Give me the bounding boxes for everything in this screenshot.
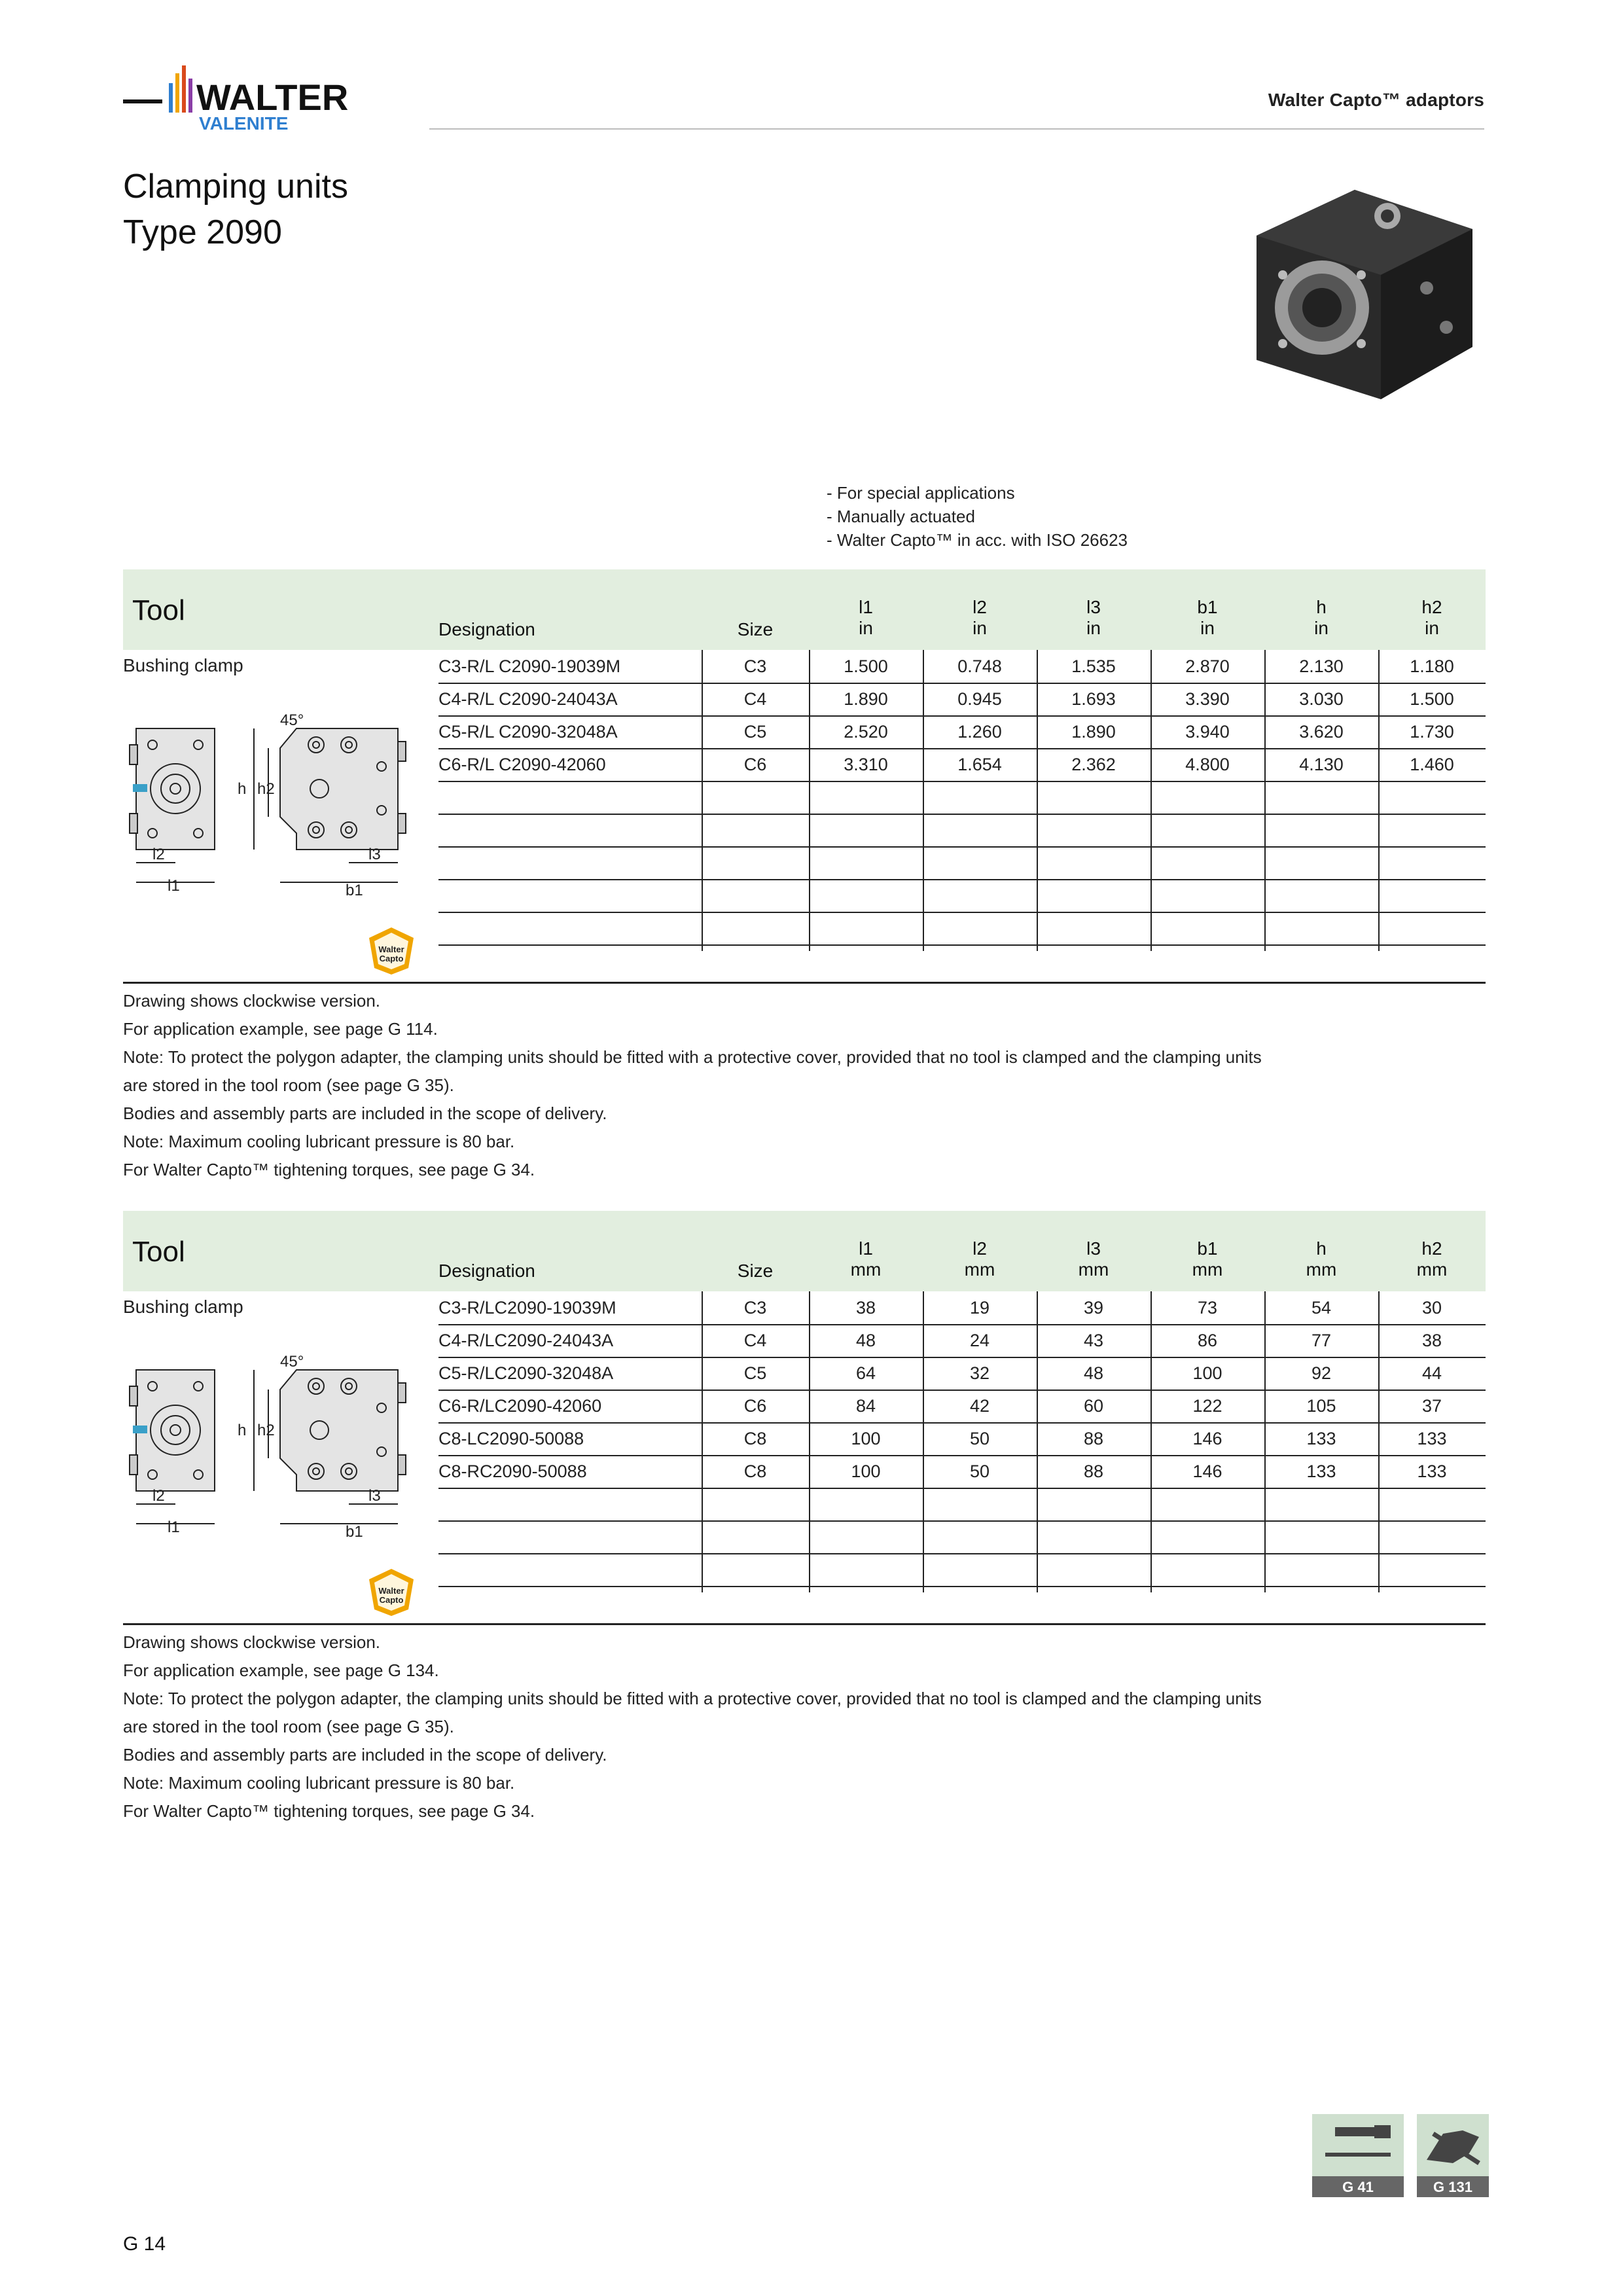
- column-divider: [1150, 1291, 1152, 1592]
- table-row: [438, 715, 1486, 749]
- cell-b1: [1150, 1520, 1264, 1553]
- cell-b1: 146: [1192, 1429, 1222, 1448]
- cell-size: C8: [743, 1462, 767, 1481]
- note-line: Note: To protect the polygon adapter, the clamping units should be fitted with a protective cover, provided that no tool is clamped and the clamping units: [123, 1689, 1262, 1708]
- cell-l3: 88: [1083, 1429, 1104, 1448]
- cell-designation: C8-RC2090-50088: [438, 1462, 587, 1481]
- cell-l3: 1.890: [1071, 722, 1116, 742]
- cell-h: [1264, 1488, 1378, 1520]
- cell-b1: 73: [1197, 1298, 1218, 1318]
- cell-b1: 4.800: [1185, 755, 1230, 774]
- cell-h: [1264, 846, 1378, 879]
- cell-h2: 37: [1421, 1396, 1442, 1416]
- cell-l2: 42: [969, 1396, 990, 1416]
- column-divider: [1264, 650, 1266, 951]
- table-row: [438, 1422, 1486, 1456]
- dim-label-h2: h2: [257, 780, 275, 798]
- cell-size: [702, 814, 809, 846]
- coolant-port-marker: [133, 1426, 147, 1433]
- front-view-tab: [130, 745, 137, 764]
- header-l2: l2 in: [972, 597, 987, 638]
- cell-b1: 3.940: [1185, 722, 1230, 742]
- cell-h2: 44: [1421, 1363, 1442, 1383]
- table-row: [438, 1488, 1486, 1522]
- cell-l1: [809, 781, 923, 814]
- clamping-unit-photo: [1217, 177, 1486, 406]
- cell-h: [1264, 879, 1378, 912]
- cell-l1: 2.520: [844, 722, 888, 742]
- header-b1: b1 mm: [1192, 1238, 1223, 1280]
- cell-h: 92: [1311, 1363, 1332, 1383]
- cell-h2: [1378, 781, 1486, 814]
- header-h2: h2 mm: [1416, 1238, 1448, 1280]
- header-divider: [429, 128, 1484, 130]
- cell-size: [702, 1520, 809, 1553]
- note-line: For Walter Capto™ tightening torques, see page G 34.: [123, 1801, 535, 1821]
- cell-h: 3.030: [1299, 689, 1344, 709]
- side-view-body: [280, 728, 398, 850]
- cell-l1: 64: [855, 1363, 876, 1383]
- cell-h2: 1.500: [1410, 689, 1454, 709]
- cell-l3: 88: [1083, 1462, 1104, 1481]
- cell-designation: [438, 781, 702, 814]
- header-h2: h2 in: [1421, 597, 1442, 638]
- cell-b1: [1150, 912, 1264, 944]
- cell-size: [702, 1488, 809, 1520]
- notes-mm: [123, 1628, 1262, 1825]
- cell-l1: 100: [851, 1429, 881, 1448]
- cell-h: 4.130: [1299, 755, 1344, 774]
- cell-h: 133: [1306, 1429, 1336, 1448]
- note-line: Drawing shows clockwise version.: [123, 1632, 381, 1652]
- cell-designation: [438, 814, 702, 846]
- row-type-label: Bushing clamp: [123, 655, 243, 675]
- column-divider: [923, 1291, 924, 1592]
- front-view-tab: [130, 1386, 137, 1406]
- dim-label-l2: l2: [152, 846, 165, 863]
- cell-l3: 43: [1083, 1331, 1104, 1350]
- cell-h: 3.620: [1299, 722, 1344, 742]
- cell-l1: [809, 814, 923, 846]
- cell-designation: C4-R/LC2090-24043A: [438, 1331, 614, 1350]
- cell-l2: [923, 1520, 1037, 1553]
- cell-l3: [1037, 912, 1150, 944]
- section-title: Walter Capto™ adaptors: [1268, 90, 1484, 110]
- cell-h2: [1378, 846, 1486, 879]
- column-divider: [809, 650, 810, 951]
- cell-l1: [809, 846, 923, 879]
- cell-designation: C3-R/L C2090-19039M: [438, 656, 621, 676]
- cell-h: [1264, 1520, 1378, 1553]
- cell-designation: [438, 912, 702, 944]
- note-line: For application example, see page G 114.: [123, 1019, 438, 1039]
- cell-h: 133: [1306, 1462, 1336, 1481]
- cell-designation: [438, 1520, 702, 1553]
- cell-l2: [923, 846, 1037, 879]
- header-h: h mm: [1306, 1238, 1337, 1280]
- cell-h: 2.130: [1299, 656, 1344, 676]
- table-row: [438, 846, 1486, 880]
- cell-l2: 24: [969, 1331, 990, 1350]
- dim-label-l1: l1: [168, 877, 180, 895]
- technical-drawing: [123, 1350, 424, 1547]
- cell-l1: 100: [851, 1462, 881, 1481]
- side-view-tab: [398, 1383, 406, 1403]
- cell-l3: [1037, 781, 1150, 814]
- cell-h2: [1378, 814, 1486, 846]
- table-row: [438, 1291, 1486, 1325]
- table-row: [438, 1324, 1486, 1358]
- cell-b1: [1150, 846, 1264, 879]
- dim-label-h2: h2: [257, 1422, 275, 1439]
- walter-capto-badge-icon: [365, 925, 418, 977]
- table-section-label: Tool: [132, 1236, 185, 1268]
- table-header: [123, 569, 1486, 650]
- logo-brand-sub: VALENITE: [199, 113, 289, 134]
- table-row: [438, 650, 1486, 684]
- cell-l2: 1.654: [957, 755, 1002, 774]
- cell-l2: 32: [969, 1363, 990, 1383]
- column-divider: [1264, 1291, 1266, 1592]
- dim-label-l3: l3: [368, 846, 381, 863]
- cell-l1: [809, 1553, 923, 1586]
- cell-l2: 50: [969, 1429, 990, 1448]
- page-title-line2: Type 2090: [123, 213, 282, 251]
- cell-size: C5: [743, 1363, 767, 1383]
- table-row: [438, 1357, 1486, 1391]
- cell-l3: [1037, 814, 1150, 846]
- header-designation: Designation: [438, 619, 535, 639]
- cell-l2: 19: [969, 1298, 990, 1318]
- table-row: [438, 1520, 1486, 1554]
- column-divider: [702, 650, 703, 951]
- dim-label-angle: 45°: [280, 1353, 304, 1371]
- table-bottom-rule: [123, 982, 1486, 984]
- cell-designation: C6-R/L C2090-42060: [438, 755, 606, 774]
- cell-l1: [809, 879, 923, 912]
- dim-label-angle: 45°: [280, 711, 304, 729]
- note-line: Drawing shows clockwise version.: [123, 991, 381, 1011]
- cell-l2: [923, 781, 1037, 814]
- cell-designation: C6-R/LC2090-42060: [438, 1396, 602, 1416]
- cell-size: [702, 879, 809, 912]
- header-size: Size: [737, 1261, 774, 1281]
- cell-l3: [1037, 1520, 1150, 1553]
- page-reference-icons: [1312, 2114, 1489, 2199]
- note-line: Note: Maximum cooling lubricant pressure is 80 bar.: [123, 1773, 515, 1793]
- column-divider: [1150, 650, 1152, 951]
- cell-h2: 1.730: [1410, 722, 1454, 742]
- row-type-label: Bushing clamp: [123, 1297, 243, 1317]
- coolant-port-marker: [133, 784, 147, 792]
- cell-l1: 1.890: [844, 689, 888, 709]
- side-view-body: [280, 1370, 398, 1491]
- cell-l3: 39: [1083, 1298, 1104, 1318]
- cell-h2: 30: [1421, 1298, 1442, 1318]
- cell-size: C6: [743, 755, 767, 774]
- cell-b1: 122: [1192, 1396, 1222, 1416]
- cell-l1: 84: [855, 1396, 876, 1416]
- cell-l2: 1.260: [957, 722, 1002, 742]
- cell-b1: 146: [1192, 1462, 1222, 1481]
- column-divider: [1378, 1291, 1380, 1592]
- header-designation: Designation: [438, 1261, 535, 1281]
- cell-l2: 0.748: [957, 656, 1002, 676]
- cell-b1: [1150, 814, 1264, 846]
- side-view-tab: [398, 742, 406, 761]
- feature-item: - For special applications: [827, 483, 1015, 503]
- cell-l1: 38: [855, 1298, 876, 1318]
- cell-l3: 1.535: [1071, 656, 1116, 676]
- note-line: For application example, see page G 134.: [123, 1660, 439, 1680]
- cell-size: [702, 846, 809, 879]
- header-h: h in: [1314, 597, 1329, 638]
- cell-b1: 86: [1197, 1331, 1218, 1350]
- svg-text:Walter: Walter: [378, 1586, 404, 1596]
- feature-item: - Manually actuated: [827, 507, 975, 526]
- cell-l3: [1037, 1553, 1150, 1586]
- cell-l3: 48: [1083, 1363, 1104, 1383]
- note-line: Note: Maximum cooling lubricant pressure is 80 bar.: [123, 1132, 515, 1151]
- cell-size: [702, 912, 809, 944]
- cell-b1: [1150, 1488, 1264, 1520]
- cell-l2: [923, 1488, 1037, 1520]
- note-line: For Walter Capto™ tightening torques, see page G 34.: [123, 1160, 535, 1179]
- header-l3: l3 in: [1086, 597, 1101, 638]
- dim-label-b1: b1: [346, 1523, 363, 1541]
- cell-l1: 48: [855, 1331, 876, 1350]
- front-view-tab: [130, 1455, 137, 1475]
- cell-designation: [438, 879, 702, 912]
- table-row: [438, 781, 1486, 815]
- table-row: [438, 879, 1486, 913]
- column-divider: [1037, 650, 1038, 951]
- cell-h2: [1378, 912, 1486, 944]
- ref-g41: G 41: [1342, 2179, 1374, 2195]
- cell-h: 105: [1306, 1396, 1336, 1416]
- column-divider: [923, 650, 924, 951]
- walter-valenite-logo: [123, 60, 398, 135]
- cell-b1: 2.870: [1185, 656, 1230, 676]
- svg-text:Capto: Capto: [379, 1595, 404, 1605]
- svg-text:Walter: Walter: [378, 944, 404, 954]
- cell-h: [1264, 814, 1378, 846]
- technical-drawing: [123, 709, 424, 905]
- cell-l3: [1037, 846, 1150, 879]
- table-row: [438, 912, 1486, 946]
- table-row: [438, 683, 1486, 717]
- cell-h: [1264, 781, 1378, 814]
- table-row: [438, 1390, 1486, 1424]
- cell-l3: 60: [1083, 1396, 1104, 1416]
- svg-text:Capto: Capto: [379, 954, 404, 963]
- cell-designation: [438, 846, 702, 879]
- table-row: [438, 1455, 1486, 1489]
- cell-h2: 38: [1421, 1331, 1442, 1350]
- cell-size: C5: [743, 722, 767, 742]
- cell-designation: C5-R/LC2090-32048A: [438, 1363, 614, 1383]
- dim-label-l2: l2: [152, 1487, 165, 1505]
- cell-size: [702, 1553, 809, 1586]
- column-divider: [809, 1291, 810, 1592]
- cell-l3: [1037, 1488, 1150, 1520]
- cell-h: [1264, 1553, 1378, 1586]
- cell-h: 54: [1311, 1298, 1332, 1318]
- note-line: Bodies and assembly parts are included in the scope of delivery.: [123, 1103, 607, 1123]
- feature-item: - Walter Capto™ in acc. with ISO 26623: [827, 530, 1128, 550]
- cell-l2: [923, 912, 1037, 944]
- logo-brand: WALTER: [196, 77, 349, 118]
- cell-size: C4: [743, 689, 767, 709]
- cell-l2: [923, 879, 1037, 912]
- cell-h2: 133: [1417, 1462, 1447, 1481]
- header-l1: l1 mm: [850, 1238, 882, 1280]
- table-row: [438, 814, 1486, 848]
- dim-label-b1: b1: [346, 882, 363, 899]
- table-section-label: Tool: [132, 594, 185, 626]
- walter-capto-badge-icon: [365, 1566, 418, 1619]
- table-row: [438, 748, 1486, 782]
- cell-h2: [1378, 1488, 1486, 1520]
- cell-l3: 2.362: [1071, 755, 1116, 774]
- table-bottom-rule: [123, 1623, 1486, 1625]
- column-divider: [702, 1291, 703, 1592]
- dim-label-h: h: [238, 780, 247, 798]
- cell-h: [1264, 912, 1378, 944]
- ref-g131: G 131: [1433, 2179, 1472, 2195]
- dimensions-table-mm: [123, 1211, 1486, 1627]
- column-divider: [1037, 1291, 1038, 1592]
- dim-label-l3: l3: [368, 1487, 381, 1505]
- dim-label-h: h: [238, 1422, 247, 1439]
- cell-designation: C5-R/L C2090-32048A: [438, 722, 618, 742]
- cell-h2: [1378, 879, 1486, 912]
- header-b1: b1 in: [1197, 597, 1218, 638]
- note-line: Note: To protect the polygon adapter, the clamping units should be fitted with a protective cover, provided that no tool is clamped and the clamping units: [123, 1047, 1262, 1067]
- header-size: Size: [737, 619, 774, 639]
- cell-l1: [809, 912, 923, 944]
- page-title-line1: Clamping units: [123, 168, 348, 206]
- side-view-tab: [398, 814, 406, 833]
- cell-h2: [1378, 1553, 1486, 1586]
- note-line: are stored in the tool room (see page G 35).: [123, 1075, 454, 1095]
- cell-h: 77: [1311, 1331, 1332, 1350]
- feature-list: [827, 481, 1128, 552]
- notes-inch: [123, 987, 1262, 1184]
- cell-l3: [1037, 879, 1150, 912]
- cell-l2: [923, 814, 1037, 846]
- cell-designation: [438, 1553, 702, 1586]
- cell-h2: 1.180: [1410, 656, 1454, 676]
- cell-designation: C8-LC2090-50088: [438, 1429, 584, 1448]
- cell-l2: 0.945: [957, 689, 1002, 709]
- cell-l1: [809, 1520, 923, 1553]
- cell-size: C4: [743, 1331, 767, 1350]
- page-title: [123, 164, 348, 255]
- header-l1: l1 in: [859, 597, 873, 638]
- table-row: [438, 1553, 1486, 1587]
- cell-l1: 3.310: [844, 755, 888, 774]
- side-view-tab: [398, 1455, 406, 1475]
- cell-b1: [1150, 1553, 1264, 1586]
- cell-designation: C3-R/LC2090-19039M: [438, 1298, 616, 1318]
- table-header: [123, 1211, 1486, 1291]
- header-l2: l2 mm: [964, 1238, 995, 1280]
- cell-size: C6: [743, 1396, 767, 1416]
- cell-designation: [438, 1488, 702, 1520]
- cell-l1: [809, 1488, 923, 1520]
- cell-l3: 1.693: [1071, 689, 1116, 709]
- cell-b1: [1150, 781, 1264, 814]
- cell-h2: 133: [1417, 1429, 1447, 1448]
- cell-l2: [923, 1553, 1037, 1586]
- cell-b1: 100: [1192, 1363, 1222, 1383]
- dimensions-table-inch: [123, 569, 1486, 986]
- cell-designation: C4-R/L C2090-24043A: [438, 689, 618, 709]
- cell-h2: 1.460: [1410, 755, 1454, 774]
- note-line: Bodies and assembly parts are included in the scope of delivery.: [123, 1745, 607, 1765]
- cell-b1: [1150, 879, 1264, 912]
- cell-l2: 50: [969, 1462, 990, 1481]
- note-line: are stored in the tool room (see page G 35).: [123, 1717, 454, 1736]
- cell-h2: [1378, 1520, 1486, 1553]
- header-l3: l3 mm: [1078, 1238, 1109, 1280]
- column-divider: [1378, 650, 1380, 951]
- page-number: G 14: [123, 2233, 166, 2255]
- cell-size: [702, 781, 809, 814]
- cell-size: C8: [743, 1429, 767, 1448]
- cell-b1: 3.390: [1185, 689, 1230, 709]
- front-view-tab: [130, 814, 137, 833]
- cell-size: C3: [743, 656, 767, 676]
- dim-label-l1: l1: [168, 1518, 180, 1536]
- cell-l1: 1.500: [844, 656, 888, 676]
- cell-size: C3: [743, 1298, 767, 1318]
